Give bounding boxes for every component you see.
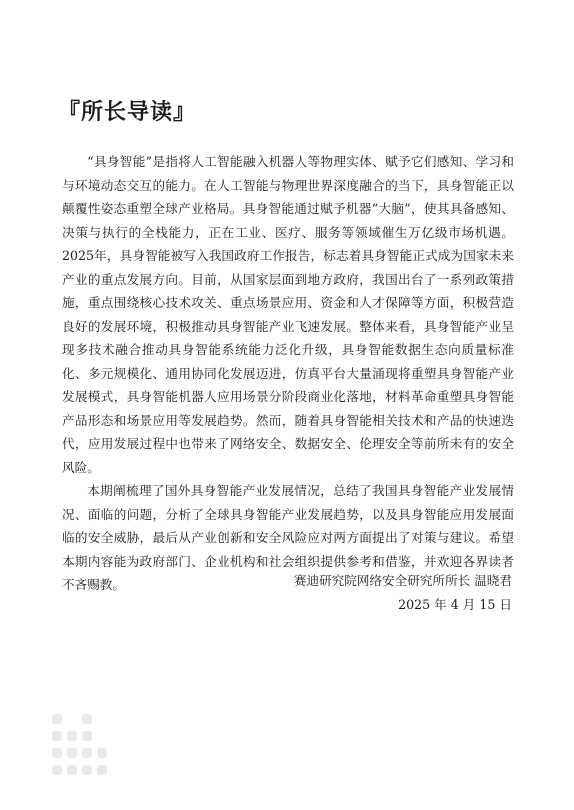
- decorative-dot: [82, 748, 92, 758]
- decorative-dot: [97, 731, 107, 741]
- decorative-dot: [67, 765, 77, 775]
- preface-body: [62, 150, 514, 597]
- decorative-dot: [97, 765, 107, 775]
- signature-author: 赛迪研究院网络安全研究所所长 温晓君: [293, 573, 512, 588]
- decorative-dot: [67, 731, 77, 741]
- signature-block: [294, 569, 512, 617]
- decorative-dot: [82, 714, 92, 724]
- decorative-dot: [52, 731, 62, 741]
- decorative-dot: [52, 765, 62, 775]
- decorative-dot: [52, 748, 62, 758]
- signature-date: 2025 年 4 月 15 日: [398, 597, 512, 612]
- paragraph: “具身智能”是指将人工智能融入机器人等物理实体、赋予它们感知、学习和与环境动态交互的能力。在人工智能与物理世界深度融合的当下，具身智能正以颠覆性姿态重塑全球产业格局。具身智能通过赋予机器“大脑”，使其具备感知、决策与执行的全栈能力，正在工业、医疗、服务等领域催生万亿级市场机遇。2025年，具身智能被写入我国政府工作报告，标志着具身智能正式成为国家未来产业的重点发展方向。目前，从国家层面到地方政府，我国出台了一系列政策措施，重点围绕核心技术攻关、重点场景应用、资金和人才保障等方面，积极营造良好的发展环境，积极推动具身智能产业飞速发展。整体来看，具身智能产业呈现多技术融合推动具身智能系统能力泛化升级，具身智能数据生态向质量标准化、多元规模化、通用协同化发展迈进，仿真平台大量涌现将重塑具身智能产业发展模式，具身智能机器人应用场景分阶段商业化落地，材料革命重塑具身智能产品形态和场景应用等发展趋势。然而，随着具身智能相关技术和产品的快速迭代，应用发展过程中也带来了网络安全、数据安全、伦理安全等前所未有的安全风险。: [62, 154, 514, 475]
- decorative-dot: [82, 731, 92, 741]
- paragraph: 本期阐梳理了国外具身智能产业发展情况，总结了我国具身智能产业发展情况、面临的问题，分析了全球具身智能产业发展趋势，以及具身智能应用发展面临的安全威胁，最后从产业创新和安全风险应对两方面提出了对策与建议。希望本期内容能为政府部门、企业机构和社会组织提供参考和借鉴，并欢迎各界读者不吝赐教。: [62, 483, 514, 592]
- decorative-dot: [67, 714, 77, 724]
- decorative-dot: [82, 765, 92, 775]
- decorative-dot: [97, 714, 107, 724]
- decorative-dot: [97, 748, 107, 758]
- decorative-dot: [67, 748, 77, 758]
- decorative-dot: [52, 714, 62, 724]
- page-title: 『所长导读』: [58, 99, 197, 125]
- decorative-dot-pattern: [52, 714, 107, 775]
